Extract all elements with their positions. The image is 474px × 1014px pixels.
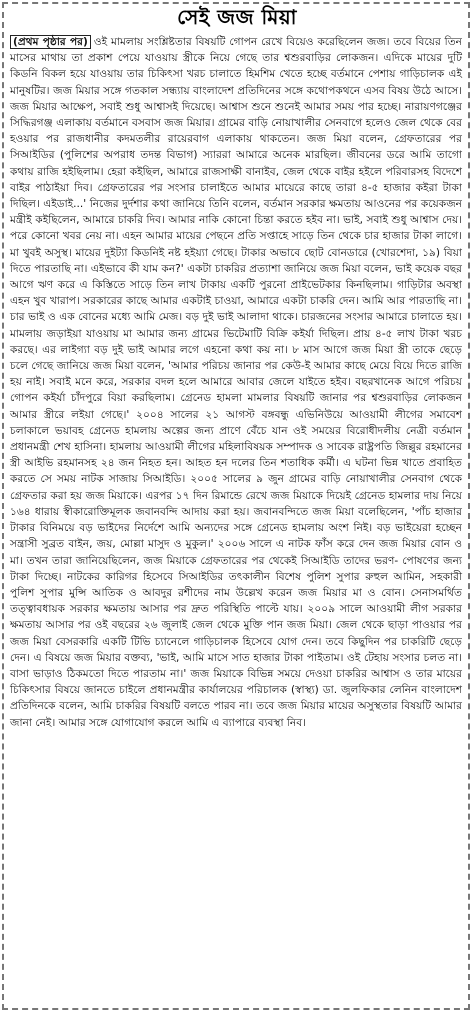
article-body bbox=[10, 34, 462, 731]
article-body-text: ওই মামলায় সংশ্লিষ্টতার বিষয়টি গোপন রেখে বিয়েও করেছিলেন জজ। তবে বিয়ের তিন মাসের মাথায় তা প্রকাশ পেয়ে যাওয়ায় স্ত্রীকে নিয়ে গেছে তার শ্বশুরবাড়ির লোকজন। এদিকে মায়ের দুটি কিডনি বিকল হয়ে যাওয়ায় তার চিকিৎসা খরচ চালাতে হিমশিম খেতে হচ্ছে বর্তমানে পেশায় গাড়িচালক এই মানুষটির। জজ মিয়ার সঙ্গে গতকাল সন্ধ্যায় বাংলাদেশ প্রতিদিনের সঙ্গে কথোপকথনে এসব বিষয় উঠে আসে। জজ মিয়ার আক্ষেপ, সবাই শুধু আশ্বাসই দিয়েছে। আশ্বাস শুনে শুনেই আমার সময় পার হচ্ছে। নারায়ণগঞ্জের সিদ্ধিরগঞ্জ এলাকায় বর্তমানে বসবাস জজ মিয়ার। গ্রামের বাড়ি নোয়াখালীর সেনবাগে হলেও জেল থেকে বের হওয়ার পর রাজধানীর কদমতলীর রায়েরবাগ এলাকায় থাকতেন। জজ মিয়া বলেন, গ্রেফতারের পর সিআইডির (পুলিশের অপরাধ তদন্ত বিভাগ) স্যাররা আমারে অনেক মারছিল। জীবনের ডরে আমি তাগো কথায় রাজি হইছিলাম। হেরা কইছিল, আমারে রাজসাক্ষী বানাইব, জেল থেকে বাইর হইলে পরিবারসহ বিদেশে বাইর পাঠাইয়া দিব। গ্রেফতারের পর সংসার চালাইতে আমার মায়েরে কাছে তারা ৪-৫ হাজার কইরা টাকা দিছিল। এইডাই...' নিজের দুর্দশার কথা জানিয়ে তিনি বলেন, বর্তমান সরকার ক্ষমতায় আওনের পর কয়েকজন মন্ত্রীই কইছিলেন, আমারে চাকরি দিব। আমার নাকি কোনো চিন্তা করতে হইব না। ভাই, সবাই শুধু আশ্বাস দেয়। পরে কোনো খবর নেয় না। এহন আমার মায়ের পেছনে প্রতি সপ্তাহে সাড়ে তিন থেকে চার হাজার টাকা লাগে। মা খুবই অসুস্থ। মায়ের দুইট্যা কিডনিই নষ্ট হইয়্যা গেছে। টাকার অভাবে ছোট বোনডারে (খোরশেদা, ১৯) বিয়া দিতে পারতাছি না। এইভাবে কী যাম কন?' একটা চাকরির প্রত্যাশা জানিয়ে জজ মিয়া বলেন, ভাই কয়েক বছর আগে ঋণ করে এ কিস্তিতে সাড়ে তিন লাখ টাকায় একটি পুরনো প্রাইভেটকার কিনছিলাম। গাড়িটার অবস্থা এহন খুব খারাপ। সরকারের কাছে আমার একটাই চাওয়া, আমারে একটা চাকরি দেন। আমি আর পারতাছি না। চার ভাই ও এক বোনের মধ্যে আমি মেজ। বড় দুই ভাই আলাদা থাকে। চারজনের সংসার আমারে চালাতে হয়। মামলায় জড়াইয়া যাওয়ায় মা আমার জন্য গ্রামের ভিটেমাটি বিক্রি কইর্যা দিছিল। প্রায় ৪-৫ লাখ টাকা খরচ করছে। এর লাইগ্যা বড় দুই ভাই আমার লগে এহনো কথা কয় না। ৮ মাস আগে জজ মিয়া স্ত্রী তাকে ছেড়ে চলে গেছে জানিয়ে জজ মিয়া বলেন, 'আমার পরিচয় জানার পর কেউ-ই আমার কাছে মেয়ে বিয়ে দিতে রাজি হয় নাই। সবাই মনে করে, সরকার বদল হলে আমারে আবার জেলে যাইতে হইব। বছরখানেক আগে পরিচয় গোপন কইর্যা চাঁদপুরে বিয়া করছিলাম। গ্রেনেড হামলা মামলার বিষয়টি জানার পর শ্বশুরবাড়ির লোকজন আমার স্ত্রীরে লইয়া গেছে।' ২০০৪ সালের ২১ আগস্ট বঙ্গবন্ধু এভিনিউয়ে আওয়ামী লীগের সমাবেশ চলাকালে ভয়াবহ গ্রেনেড হামলায় অল্পের জন্য প্রাণে বেঁচে যান ওই সময়ের বিরোধীদলীয় নেত্রী বর্তমান প্রধানমন্ত্রী শেখ হাসিনা। হামলায় আওয়ামী লীগের মহিলাবিষয়ক সম্পাদক ও সাবেক রাষ্ট্রপতি জিল্লুর রহমানের স্ত্রী আইভি রহমানসহ ২৪ জন নিহত হন। আহত হন দলের তিন শতাধিক কর্মী। এ ঘটনা ভিন্ন খাতে প্রবাহিত করতে সে সময় নাটক সাজায় সিআইডি। ২০০৫ সালের ৯ জুন গ্রামের বাড়ি নোয়াখালীর সেনবাগ থেকে গ্রেফতার করা হয় জজ মিয়াকে। এরপর ১৭ দিন রিমান্ডে রেখে জজ মিয়াকে দিয়েই গ্রেনেড হামলার দায় নিয়ে ১৬৪ ধারায় স্বীকারোক্তিমূলক জবানবন্দি আদায় করা হয়। জবানবন্দিতে জজ মিয়া বলেছিলেন, 'পাঁচ হাজার টাকার বিনিময়ে বড় ভাইদের নির্দেশে আমি অন্যদের সঙ্গে গ্রেনেড হামলায় অংশ নিই। বড় ভাইয়েরা হচ্ছেন সন্ত্রাসী সুব্রত বাইন, জয়, মোল্লা মাসুদ ও মুকুল।' ২০০৬ সালে এ নাটক ফাঁস করে দেন জজ মিয়ার বোন ও মা। তখন তারা জানিয়েছিলেন, জজ মিয়াকে গ্রেফতারের পর থেকেই সিআইডি তাদের ভরণ- পোষণের জন্য টাকা দিচ্ছে। নাটকের কারিগর হিসেবে সিআইডির তৎকালীন বিশেষ পুলিশ সুপার রুহুল আমিন, সহকারী পুলিশ সুপার মুন্সি আতিক ও আবদুর রশীদের নাম উল্লেখ করেন জজ মিয়ার মা ও বোন। সেনাসমর্থিত তত্ত্বাবধায়ক সরকার ক্ষমতায় আসার পর দ্রুত পরিস্থিতি পাল্টে যায়। ২০০৯ সালে আওয়ামী লীগ সরকার ক্ষমতায় আসার পর ওই বছরের ২৬ জুলাই জেল থেকে মুক্তি পান জজ মিয়া। জেল থেকে ছাড়া পাওয়ার পর জজ মিয়া বেসরকারি একটি টিভি চ্যানেলে গাড়িচালক হিসেবে যোগ দেন। তবে কিছুদিন পর চাকরিটি ছেড়ে দেন। এ বিষয়ে জজ মিয়ার বক্তব্য, 'ভাই, আমি মাসে সাত হাজার টাকা পাইতাম। ওই টেহায় সংসার চলত না। বাসা ভাড়াও ঠিকমতো দিতে পারতাম না।' জজ মিয়াকে বিভিন্ন সময়ে দেওয়া চাকরির আশ্বাস ও তার মায়ের চিকিৎসার বিষয়ে জানতে চাইলে প্রধানমন্ত্রীর কার্যালয়ের পরিচালক (স্বাস্থ্য) ডা. জুলফিকার লেনিন বাংলাদেশ প্রতিদিনকে বলেন, আমি চাকরির বিষয়টি বলতে পারব না। তবে জজ মিয়ার মায়ের অসুস্থতার বিষয়টি আমার জানা নেই। আমার সঙ্গে যোগাযোগ করলে আমি এ ব্যাপারে ব্যবস্থা নিব। bbox=[10, 36, 462, 729]
article-headline: সেই জজ মিয়া bbox=[177, 5, 297, 29]
continued-from-label: (প্রথম পৃষ্ঠার পর) bbox=[10, 35, 91, 49]
